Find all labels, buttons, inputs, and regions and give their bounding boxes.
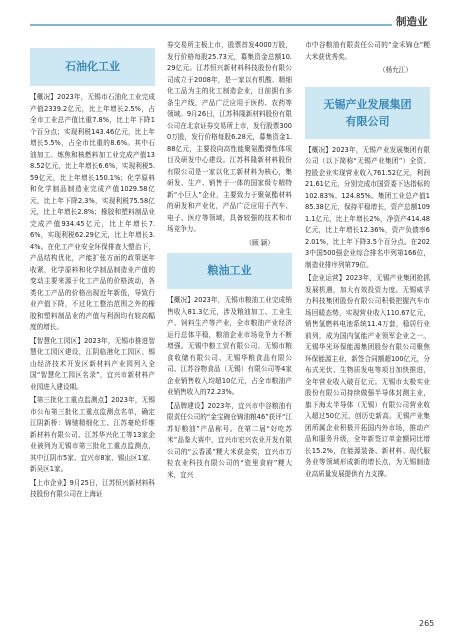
paragraph-group-overview: 【概况】2023年，无锡产业发展集团有限公司（以下简称“无锡产业集团”）全资、控股企业实现营业收入761.52亿元，利润21.61亿元，分别完成市国资委下达指标的102.83%、124.85%。集团工业总产值185.38亿元，保持平稳增长，资产总额1091.1亿元，比上年增长2%，净资产414.48亿元，比上年增长12.36%，资产负债率62.01%，比上年下降3.5个百分点。在2023中国500强企业综合排名中列第166位，制造业排序列第79位。 [305, 145, 430, 269]
paragraph-brand-building: 【品牌建设】2023年，宜兴市中谷粮油有限责任公司的“金宝碗仓锦油粮46”获评“江苏好粮油”产品称号。在第二届“好吃苏米”品鉴大赛中，宜兴市宏兴农业开发有限公司的“云香溪”粳大米获金奖，宜兴市万粒农业科技有限公司的“瓷里食府”粳大米，宜兴 [167, 401, 292, 479]
paragraph-smart-park: 【智慧化工园区】2023年，无锡市推进智慧化工园区建设，江阴临港化工园区、锡山经济技术开发区新材料产业园列入全国“智慧化工园区名录”，宜兴市新材料产业园进入建设期。 [30, 336, 155, 391]
header-rule [30, 24, 430, 26]
page-header [0, 0, 468, 40]
paragraph-grain-overview: 【概况】2023年，无锡市粮油工业完成销售收入81.3亿元，涉及粮油加工、工业生产、饲料生产等产业，全市粮油产业经济运行总体平稳，粮油企业市场竞争力不断增强。无锡中粮工贸有限公司、无锡市粮食收储有限公司、无锡华粮食品有限公司、江苏谷物食品（无锡）有限公司等4家企业销售收入均超10亿元，占全市粮油产业销售收入的72.23%。 [167, 296, 292, 396]
section-heading-petrochemical: 石油化工业 [30, 48, 155, 86]
author-mark: （顾 颖） [245, 238, 274, 247]
section-heading-line-2: 有限公司 [345, 114, 390, 128]
section-heading-industry-group [305, 87, 430, 139]
paragraph-listed-companies: 【上市企业】9月25日，江苏恒兴新材料科技股份有限公司在上海证 [30, 478, 155, 498]
page-number: 265 [419, 619, 435, 628]
paragraph-monitoring-points: 【第三批化工重点监测点】2023年，无锡市公布第三批化工重点监测点名单，确定江阴新桥：锦驰精细化工、江苏豪纶纤维新材料有限公司、江苏华兴化工等13家企业被列为无锡市第三批化工重点监测点，其中江阴市5家、宜兴市8家、锡山区1家、新吴区1家。 [30, 396, 155, 473]
paragraph-operations: 【企业运营】2023年，无锡产业集团抢抓发展机遇，加大有效投资力度。无锡威孚力科技集团股份有限公司积极把握汽车市场回暖态势，实现营业收入110.67亿元，销售氢燃料电池系统11.4万套，稳居行业前列，成为国内氢能产业领军企业之一。无锡华光环保能源集团股份有限公司聚焦环保能源主业，新签合同额超100亿元，分布式光伏、生物质发电等项目加快推进，全年营业收入破百亿元。无锡市太极实业股份有限公司持续做强半导体封测主业，旗下海太半导体（无锡）有限公司营业收入超过50亿元，创历史新高。无锡产业集团所属企业积极开拓国内外市场，推动产品和服务升级，全年新签订单金额同比增长15.2%，在能源装备、新材料、现代服务业等领域形成新的增长点，为无锡制造业高质量发展提供有力支撑。 [305, 274, 430, 478]
paragraph-listing-continued: 券交易所主板上市，股票首发4000万股，发行价格每股25.73元，募集资金总额10.29亿元。江苏恒兴新材料科技股份有限公司成立于2008年，是一家以有机酸、精细化工品为主的化工制造企业，目前拥有多条生产线，产品广泛应用于医药、农药等领域。9月26日，江苏科隆新材料股份有限公司在北京证券交易所上市，发行股票3000万股，发行价格每股6.28元，募集资金1.88亿元，主要投向高性能聚氨酯弹性体项目及研发中心建设。江苏科隆新材料股份有限公司是一家以化工新材料为核心，集研发、生产、销售于一体的国家级专精特新“小巨人”企业，主要致力于聚氨酯材料的研发和产业化，产品广泛应用于汽车、电子、医疗等领域，具备较强的技术和市场竞争力。 [167, 41, 292, 233]
column-left [30, 40, 155, 503]
column-right [305, 40, 430, 482]
paragraph-overview: 【概况】2023年，无锡市石油化工业完成产值2339.2亿元，比上年增长2.5%，占全市工业总产值比重7.8%，比上年下降1个百分点；实现利税143.46亿元，比上年增长5.5%，占全市比重的8.6%。其中石油加工、炼焦和核燃料加工业完成产值138.52亿元，比上年增长6.6%，实现利税5.59亿元，比上年增长150.1%；化学原料和化学制品制造业完成产值1029.58亿元，比上年下降2.3%，实现利税75.58亿元，比上年增长2.8%；橡胶和塑料制品业完成产值934.45亿元，比上年增长7.6%，实现利税62.29亿元，比上年增长3.4%。在化工产业安全环保排查大整治下，产品结构优化，产能扩张方面的政策逐年收紧，化学原料和化学制品制造业产值的变动主要来源于化工产品的价格波动，各类化工产品的价格出现近年新低，导致行业产值下降，不过化工整治范围之外的橡胶和塑料制品业的产值与利润均有较高幅度的增长。 [30, 93, 155, 331]
section-heading-grain-oil: 粮油工业 [167, 253, 292, 289]
author-mark: （杨允江） [379, 66, 412, 74]
column-middle [167, 40, 292, 483]
section-heading-line-1: 无锡产业发展集团 [323, 97, 412, 111]
paragraph-brand-continued: 市中谷粮油有限责任公司的“金禾锦仓”粳大米获优秀奖。 [305, 41, 430, 61]
chapter-title: 制造业 [392, 14, 432, 29]
